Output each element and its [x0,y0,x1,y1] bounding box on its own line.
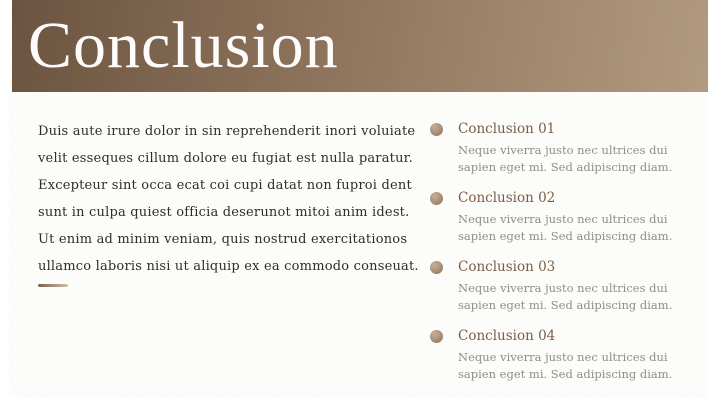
conclusion-list [430,120,673,396]
item-desc-line: Neque viverra justo nec ultrices dui [458,281,668,295]
item-title: Conclusion 02 [458,190,556,206]
body-text-line: velit esseques cillum dolore eu fugiat est nulla paratur. [38,151,413,166]
accent-dash [38,284,68,287]
item-desc-line: sapien eget mi. Sed adipiscing diam. [458,160,673,174]
item-description [458,280,672,314]
item-description [458,349,672,383]
bullet-icon [430,192,443,205]
item-desc-line: sapien eget mi. Sed adipiscing diam. [458,367,673,381]
body-text-line: Excepteur sint occa ecat coi cupi datat non fuproi dent [38,178,412,193]
bullet-icon [430,261,443,274]
conclusion-item [430,120,673,176]
slide-title: Conclusion [28,9,339,82]
conclusion-item [430,327,673,383]
item-title: Conclusion 03 [458,259,556,275]
item-desc-line: sapien eget mi. Sed adipiscing diam. [458,298,673,312]
body-text-line: Ut enim ad minim veniam, quis nostrud exercitationos [38,232,408,247]
item-title: Conclusion 01 [458,121,556,137]
bullet-icon [430,330,443,343]
item-description [458,211,672,245]
item-desc-line: Neque viverra justo nec ultrices dui [458,212,668,226]
header-band [12,0,708,92]
conclusion-item [430,258,673,314]
item-description [458,142,672,176]
slide-panel [9,0,708,398]
item-desc-line: Neque viverra justo nec ultrices dui [458,350,668,364]
body-paragraph [38,118,419,280]
item-desc-line: Neque viverra justo nec ultrices dui [458,143,668,157]
conclusion-item [430,189,673,245]
body-text-line: ullamco laboris nisi ut aliquip ex ea commodo conseuat. [38,259,419,274]
item-desc-line: sapien eget mi. Sed adipiscing diam. [458,229,673,243]
body-text-line: Duis aute irure dolor in sin reprehenderit inori voluiate [38,124,416,139]
item-title: Conclusion 04 [458,328,556,344]
bullet-icon [430,123,443,136]
body-text-line: sunt in culpa quiest officia deserunot mitoi anim idest. [38,205,410,220]
